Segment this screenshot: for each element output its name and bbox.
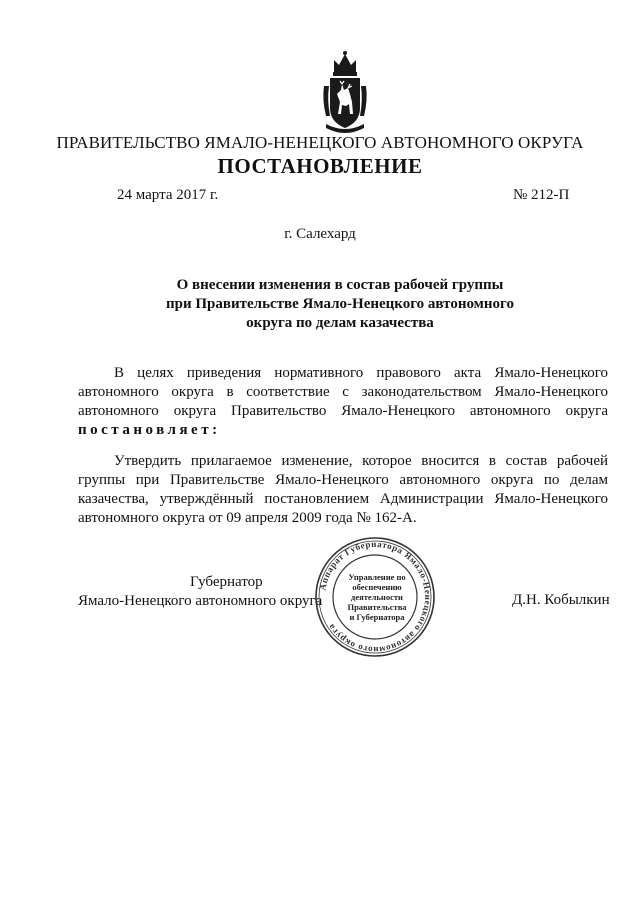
- subject-line: округа по делам казачества: [246, 315, 434, 331]
- preamble-paragraph: [78, 364, 608, 440]
- paragraph-line: группы при Правительстве Ямало-Ненецкого автономного округа по делам: [78, 472, 608, 488]
- paragraph-line: В целях приведения нормативного правового акта Ямало-Ненецкого: [114, 365, 608, 381]
- subject-line: при Правительстве Ямало-Ненецкого автономного: [166, 296, 514, 312]
- government-title: ПРАВИТЕЛЬСТВО ЯМАЛО-НЕНЕЦКОГО АВТОНОМНОГО ОКРУГА: [56, 133, 584, 152]
- document-date: 24 марта 2017 г.: [117, 187, 219, 203]
- coat-of-arms-icon: [322, 50, 368, 136]
- signatory-name: Д.Н. Кобылкин: [512, 592, 610, 608]
- document-city: г. Салехард: [284, 226, 356, 242]
- resolves-word: постановляет:: [78, 422, 221, 438]
- document-type-title: ПОСТАНОВЛЕНИЕ: [217, 154, 423, 178]
- seal-line: и Губернатора: [349, 612, 405, 622]
- document-subject: [140, 276, 540, 333]
- seal-line: обеспечению: [352, 582, 402, 592]
- signatory-region: Ямало-Ненецкого автономного округа: [78, 593, 323, 609]
- paragraph-line: автономного округа от 09 апреля 2009 года № 162-А.: [78, 510, 417, 526]
- seal-line: Правительства: [347, 602, 407, 612]
- paragraph-line: Утвердить прилагаемое изменение, которое вносится в состав рабочей: [114, 453, 608, 469]
- signatory-position: [78, 573, 322, 611]
- seal-outer-text: Аппарат Губернатора Ямало-Ненецкого автономного округа: [317, 538, 434, 656]
- resolution-paragraph: [78, 452, 608, 528]
- paragraph-line: казачества, утверждённый постановлением Администрации Ямало-Ненецкого: [78, 491, 608, 507]
- document-number: № 212-П: [513, 187, 570, 203]
- seal-inner-text: [342, 572, 412, 622]
- seal-line: деятельности: [351, 592, 403, 602]
- paragraph-line: автономного округа в соответствие с законодательством Ямало-Ненецкого: [78, 384, 608, 400]
- seal-line: Управление по: [348, 572, 406, 582]
- paragraph-line: автономного округа Правительство Ямало-Ненецкого автономного округа: [78, 403, 608, 419]
- signatory-title: Губернатор: [190, 574, 263, 590]
- subject-line: О внесении изменения в состав рабочей группы: [176, 277, 504, 293]
